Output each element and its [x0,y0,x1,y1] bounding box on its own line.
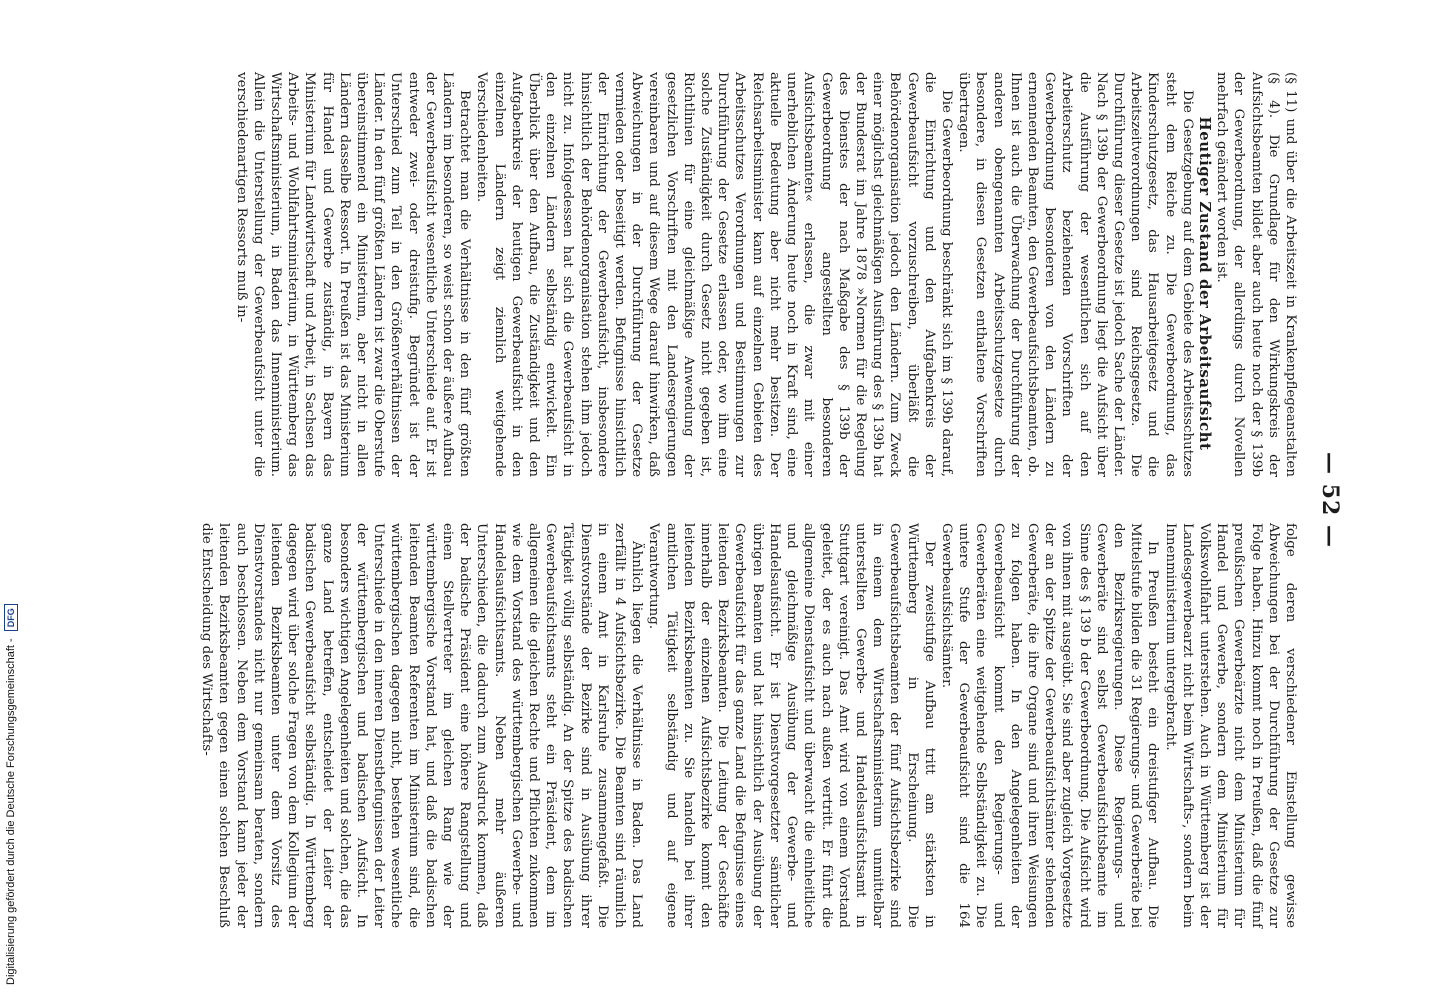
document-page [127,60,1347,940]
right-intro-paragraph: folge deren verschiedener Einstellung gewisse Abweichungen bei der Durchführung der Gesetze zur Folge haben. Hinzu kommt noch in Preußen, daß die fünf preußischen Gewerbeärzte nicht dem Ministerium für Handel und Gewerbe, sondern dem Ministerium für Volkswohlfahrt unterstehen. Auch in Württemberg ist der Landesgewerbearzt nicht beim Wirtschafts-, sondern beim Innenministerium untergebracht. [1162,523,1298,928]
left-paragraph-2: Die Gewerbeordnung beschränkt sich im § 139b darauf, die Einrichtung und den Aufgabenkreis der Gewerbeaufsicht vorzuschreiben, überläßt die Behördenorganisation jedoch den Ländern. Zum Zweck einer möglichst gleichmäßigen Ausführung des § 139b hat der Bundesrat im Jahre 1878 »Normen für die Regelung des Dienstes der nach Maßgabe des § 139b der Gewerbeordnung angestellten besonderen Aufsichtsbeamten« erlassen, die zwar mit einer unerheblichen Änderung heute noch in Kraft sind, eine aktuelle Bedeutung aber nicht mehr besitzen. Der Reichsarbeitsminister kann auf einzelnen Gebieten des Arbeitsschutzes Verordnungen und Bestimmungen zur Durchführung der Gesetze erlassen oder, wo ihm eine solche Zuständigkeit durch Gesetz nicht gegeben ist, Richtlinien für eine gleichmäßige Anwendung der gesetzlichen Vorschriften mit den Landesregierungen vereinbaren und auf diesem Wege darauf hinwirken, daß Abweichungen in der Durchführung der Gesetze vermieden oder beseitigt werden. Befugnisse hinsichtlich der Einrichtung der Gewerbeaufsicht, insbesondere hinsichtlich der Behördenorganisation stehen ihm jedoch nicht zu. Infolgedessen hat sich die Gewerbeaufsicht in den einzelnen Ländern selbständig entwickelt. Ein Überblick über den Aufbau, die Zuständigkeit und den Aufgabenkreis der heutigen Gewerbeaufsicht in den einzelnen Ländern zeigt ziemlich weitgehende Verschiedenheiten. [474,72,954,477]
digitization-credit-text [0,0,22,985]
left-column [232,72,1299,477]
right-paragraph-1: In Preußen besteht ein dreistufiger Aufbau. Die Mittelstufe bilden die 31 Regierungs- und Gewerberäte bei den Bezirksregierungen. Diese Regierungs- und Gewerberäte sind selbst Gewerbeaufsichtsbeamte im Sinne des § 139 b der Gewerbeordnung. Die Aufsicht wird von ihnen mit ausgeübt. Sie sind aber zugleich Vorgesetzte der an der Spitze der Gewerbeaufsichtsämter stehenden Gewerberäte, die ihre Organe sind und ihren Weisungen zu folgen haben. In den Angelegenheiten der Gewerbeaufsicht kommt den Regierungs- und Gewerberäten eine weitgehende Selbständigkeit zu. Die untere Stufe der Gewerbeaufsicht sind die 164 Gewerbeaufsichtsämter. [938,523,1161,928]
section-heading: Heutiger Zustand der Arbeitsaufsicht [1195,116,1214,451]
left-paragraph-3: Betrachtet man die Verhältnisse in den fünf größten Ländern im besonderen, so weist schon der äußere Aufbau der Gewerbeaufsicht wesentliche Unterschiede auf. Er ist entweder zwei- oder dreistufig. Begründet ist der Unterschied zum Teil in den Größenverhältnissen der Länder. In den fünf größten Ländern ist zwar die Oberstufe übereinstimmend ein Ministerium, aber nicht in allen Ländern dasselbe Ressort. In Preußen ist das Ministerium für Handel und Gewerbe zuständig, in Bayern das Ministerium für Landwirtschaft und Arbeit, in Sachsen das Arbeits- und Wohlfahrtsministerium, in Württemberg das Wirtschaftsministerium, in Baden das Innenministerium. Allein die Unterstellung der Gewerbeaufsicht unter die verschiedenartigen Ressorts muß in- [233,72,473,477]
right-paragraph-2: Der zweistufige Aufbau tritt am stärksten in Württemberg in Erscheinung. Die Gewerbeaufsichtsbeamten der fünf Aufsichtsbezirke sind in einem dem Wirtschaftsministerium unmittelbar unterstellten Gewerbe- und Handelsaufsichtsamt in Stuttgart vereinigt. Das Amt wird von einem Vorstand geleitet, der es auch nach außen vertritt. Er führt die allgemeine Dienstaufsicht und überwacht die einheitliche und gleichmäßige Ausübung der Gewerbe- und Handelsaufsicht. Er ist Dienstvorgesetzter sämtlicher übrigen Beamten und hat hinsichtlich der Ausübung der Gewerbeaufsicht für das ganze Land die Befugnisse eines leitenden Bezirksbeamten. Die Leitung der Geschäfte innerhalb der einzelnen Aufsichtsbezirke kommt den leitenden Bezirksbeamten zu. Sie handeln bei ihrer amtlichen Tätigkeit selbständig und auf eigene Verantwortung. [646,523,937,928]
left-intro-paragraph: (§ 11) und über die Arbeitszeit in Krankenpflegeanstalten (§ 4). Die Grundlage für den Wirkungskreis der Aufsichtsbeamten bildet aber auch heute noch der § 139b der Gewerbeordnung, der allerdings durch Novellen mehrfach geändert worden ist. [1214,72,1298,477]
right-column [198,523,1299,928]
digitization-credit [0,0,22,1000]
page-number: — 52 — [1317,452,1343,548]
right-paragraph-3: Ähnlich liegen die Verhältnisse in Baden. Das Land zerfällt in 4 Aufsichtsbezirke. Die Beamten sind räumlich in einem Amt in Karlsruhe zusammengefaßt. Die Dienstvorstände der Bezirke sind in Ausübung ihrer Tätigkeit völlig selbständig. An der Spitze des badischen Gewerbeaufsichtsamts steht ein Präsident, dem im allgemeinen die gleichen Rechte und Pflichten zukommen wie dem Vorstand des württembergischen Gewerbe- und Handelsaufsichtsamts. Neben mehr äußeren Unterschieden, die dadurch zum Ausdruck kommen, daß der badische Präsident eine höhere Rangstellung und einen Stellvertreter im gleichen Rang wie der württembergische Vorstand hat, und daß die badischen leitenden Beamten Referenten im Ministerium sind, die württembergischen dagegen nicht, bestehen wesentliche Unterschiede in den inneren Dienstbefugnissen der Leiter der württembergischen und badischen Aufsicht. In besonders wichtigen Angelegenheiten und solchen, die das ganze Land betreffen, entscheidet der Leiter der badischen Gewerbeaufsicht selbständig. In Württemberg dagegen wird über solche Fragen von dem Kollegium der leitenden Bezirksbeamten unter dem Vorsitz des Dienstvorstandes nicht nur gemeinsam beraten, sondern auch beschlossen. Neben dem Vorstand kann jeder der leitenden Bezirksbeamten gegen einen solchen Beschluß die Entscheidung des Wirtschafts- [199,523,645,928]
credit-text: Digitalisierung gefördert durch die Deutsche Forschungsgemeinschaft - [5,638,17,985]
left-paragraph-1: Die Gesetzgebung auf dem Gebiete des Arbeitsschutzes steht dem Reiche zu. Die Gewerbeordnung, das Kinderschutzgesetz, das Hausarbeitgesetz und die Arbeitszeitverordnungen sind Reichsgesetze. Die Durchführung dieser Gesetze ist jedoch Sache der Länder. Nach § 139b der Gewerbeordnung liegt die Aufsicht über die Ausführung der wesentlichen sich auf den Arbeiterschutz beziehenden Vorschriften der Gewerbeordnung besonderen von den Ländern zu ernennenden Beamten, den Gewerbeaufsichtsbeamten, ob. Ihnen ist auch die Überwachung der Durchführung der anderen obengenannten Arbeitsschutzgesetze durch besondere, in diesen Gesetzen enthaltene Vorschriften übertragen. [956,72,1195,477]
dfg-logo: DFG [4,604,18,631]
